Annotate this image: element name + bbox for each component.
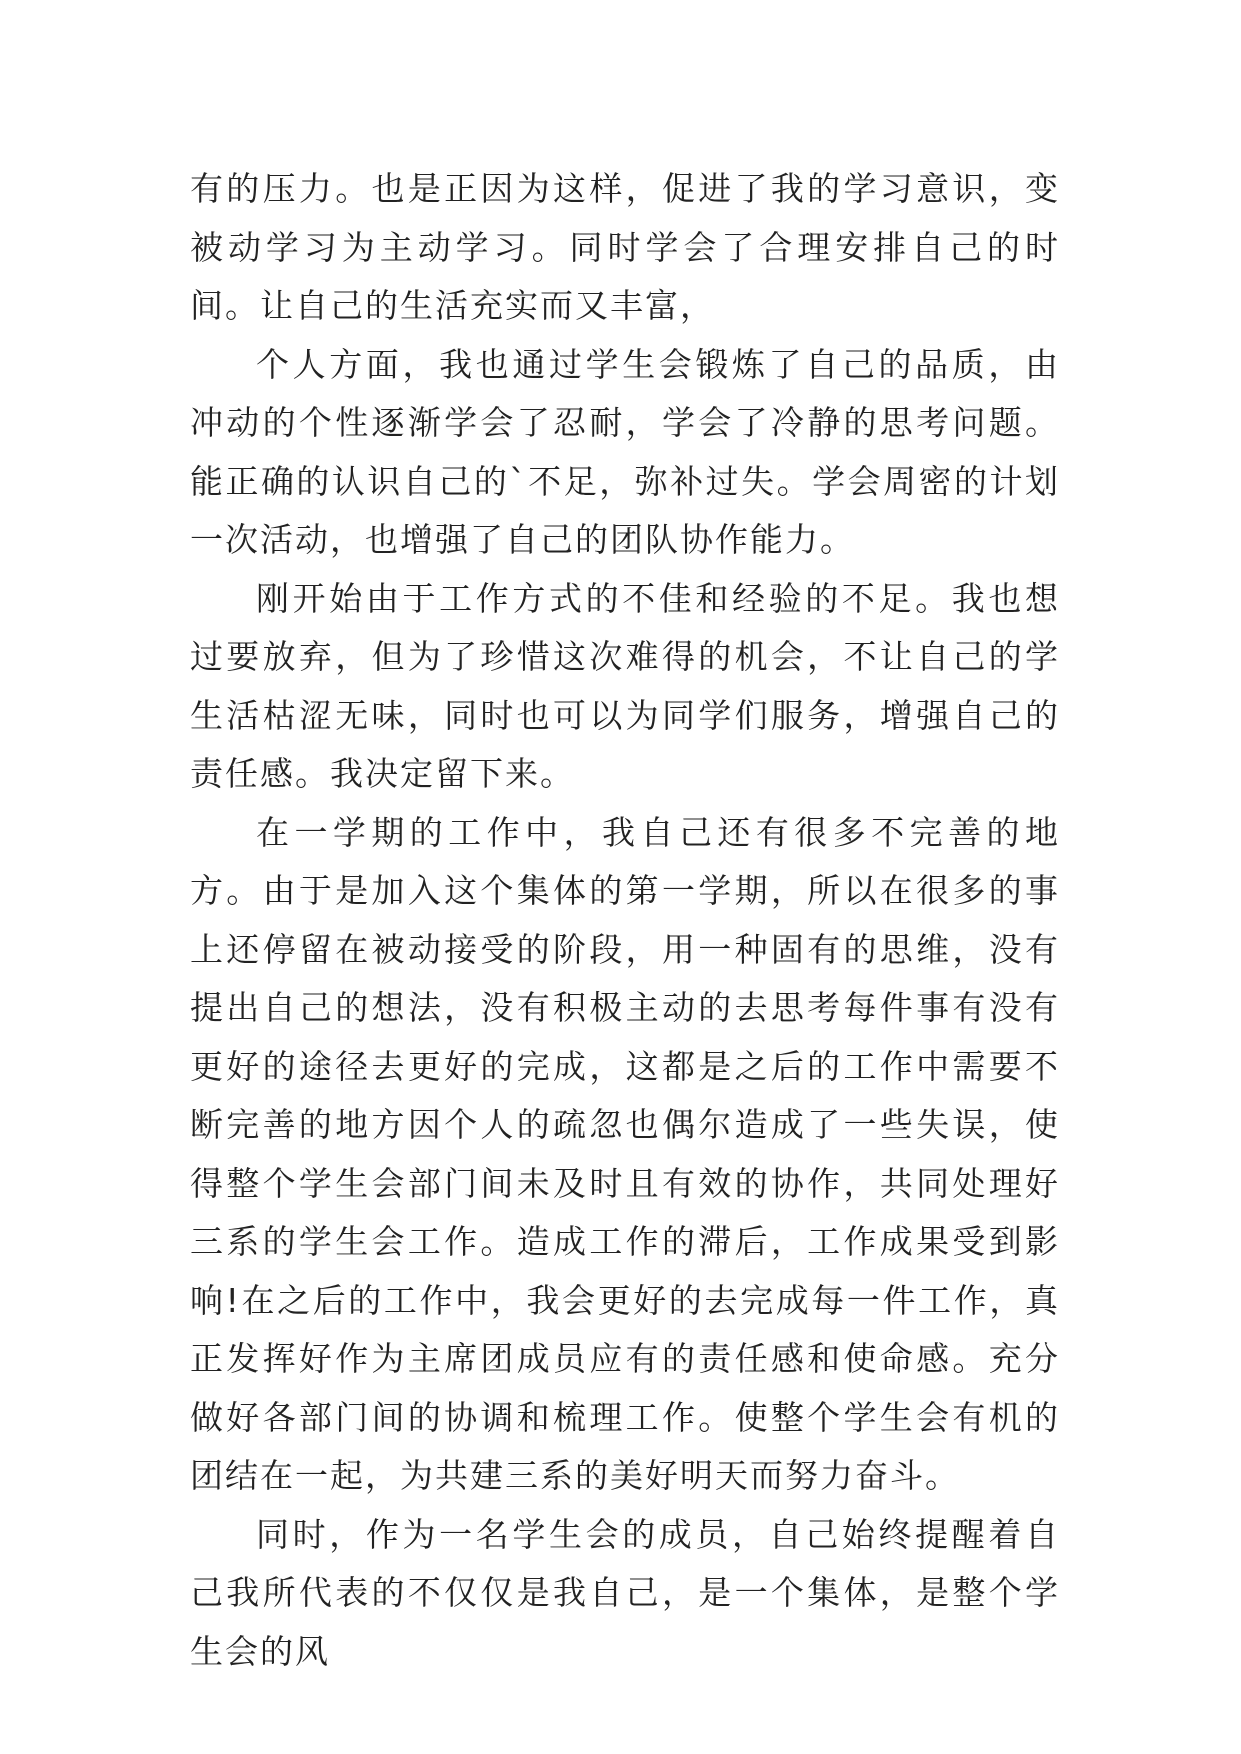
- paragraph-1: 有的压力。也是正因为这样，促进了我的学习意识，变被动学习为主动学习。同时学会了合理安排自己的时间。让自己的生活充实而又丰富，: [190, 169, 1060, 325]
- paragraph-3: 刚开始由于工作方式的不佳和经验的不足。我也想过要放弃，但为了珍惜这次难得的机会，不让自己的学生活枯涩无味，同时也可以为同学们服务，增强自己的责任感。我决定留下来。: [190, 578, 1060, 793]
- paragraph-4: 在一学期的工作中，我自己还有很多不完善的地方。由于是加入这个集体的第一学期，所以在很多的事上还停留在被动接受的阶段，用一种固有的思维，没有提出自己的想法，没有积极主动的去思考每件事有没有更好的途径去更好的完成，这都是之后的工作中需要不断完善的地方因个人的疏忽也偶尔造成了一些失误，使得整个学生会部门间未及时且有效的协作，共同处理好三系的学生会工作。造成工作的滞后，工作成果受到影响!在之后的工作中，我会更好的去完成每一件工作，真正发挥好作为主席团成员应有的责任感和使命感。充分做好各部门间的协调和梳理工作。使整个学生会有机的团结在一起，为共建三系的美好明天而努力奋斗。: [190, 812, 1060, 1495]
- paragraph-2: 个人方面，我也通过学生会锻炼了自己的品质，由冲动的个性逐渐学会了忍耐，学会了冷静的思考问题。能正确的认识自己的`不足，弥补过失。学会周密的计划一次活动，也增强了自己的团队协作能力。: [190, 344, 1060, 559]
- document-body: [190, 160, 1060, 1681]
- paragraph-5: 同时，作为一名学生会的成员，自己始终提醒着自己我所代表的不仅仅是我自己，是一个集体，是整个学生会的风: [190, 1514, 1060, 1671]
